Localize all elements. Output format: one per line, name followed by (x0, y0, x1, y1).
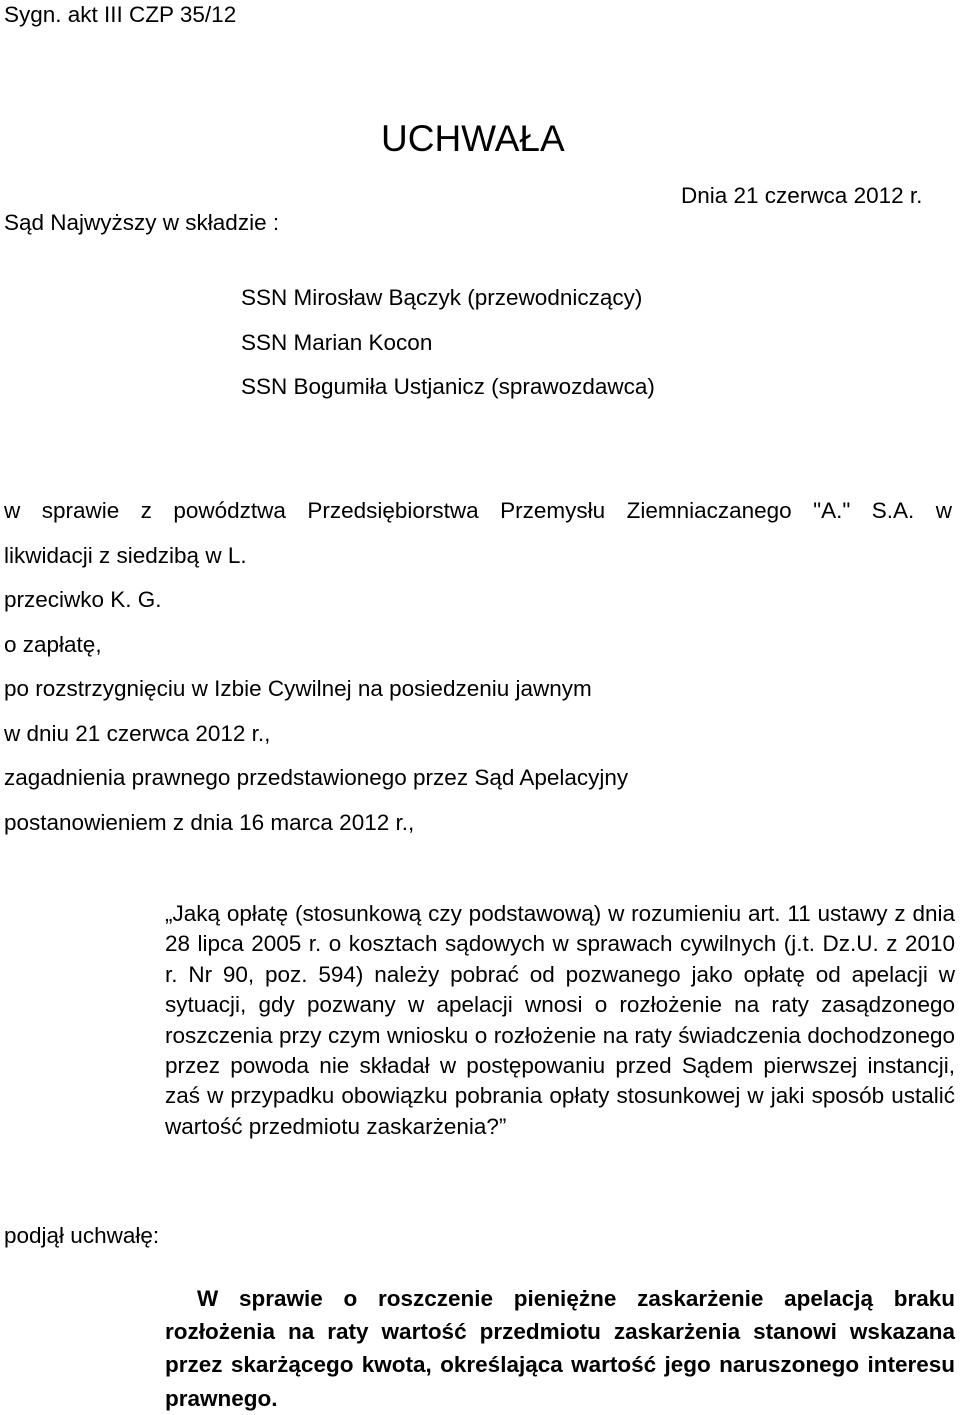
judge-entry: SSN Bogumiła Ustjanicz (sprawozdawca) (241, 374, 655, 399)
judges-list (241, 287, 655, 421)
resolution-text (165, 1282, 955, 1415)
document-date: Dnia 21 czerwca 2012 r. (681, 183, 923, 208)
case-line: o zapłatę, (4, 631, 102, 657)
case-line: po rozstrzygnięciu w Izbie Cywilnej na posiedzeniu jawnym (4, 676, 592, 701)
judge-entry: SSN Mirosław Bączyk (przewodniczący) (241, 285, 643, 310)
case-line: przeciwko K. G. (4, 587, 162, 612)
case-description (4, 500, 952, 856)
judge-entry: SSN Marian Kocon (241, 329, 433, 355)
case-line: likwidacji z siedzibą w L. (4, 542, 247, 568)
case-line: w sprawie z powództwa Przedsiębiorstwa Przemysłu Ziemniaczanego "A." S.A. w (4, 498, 952, 523)
case-line: w dniu 21 czerwca 2012 r., (4, 720, 271, 746)
resolved-label: podjął uchwałę: (4, 1223, 160, 1248)
court-composition-label: Sąd Najwyższy w składzie : (4, 210, 280, 235)
case-signature: Sygn. akt III CZP 35/12 (4, 2, 237, 27)
resolution-body: W sprawie o roszczenie pieniężne zaskarżenie apelacją braku rozłożenia na raty wartość przedmiotu zaskarżenia stanowi wskazana przez skarżącego kwota, określająca wartość jego naruszonego interesu prawnego. (165, 1286, 955, 1411)
legal-question: „Jaką opłatę (stosunkową czy podstawową) w rozumieniu art. 11 ustawy z dnia 28 lipca 2005 r. o kosztach sądowych w sprawach cywilnych (j.t. Dz.U. z 2010 r. Nr 90, poz. 594) należy pobrać od pozwanego jako opłatę od apelacji w sytuacji, gdy pozwany w apelacji wnosi o rozłożenie na raty zasądzonego roszczenia przy czym wniosku o rozłożenie na raty świadczenia dochodzonego przez powoda nie składał w postępowaniu przed Sądem pierwszej instancji, zaś w przypadku obowiązku pobrania opłaty stosunkowej w jaki sposób ustalić wartość przedmiotu zaskarżenia?” (165, 901, 955, 1139)
case-line: postanowieniem z dnia 16 marca 2012 r., (4, 809, 415, 835)
case-line: zagadnienia prawnego przedstawionego przez Sąd Apelacyjny (4, 765, 629, 790)
document-title: UCHWAŁA (381, 118, 565, 159)
